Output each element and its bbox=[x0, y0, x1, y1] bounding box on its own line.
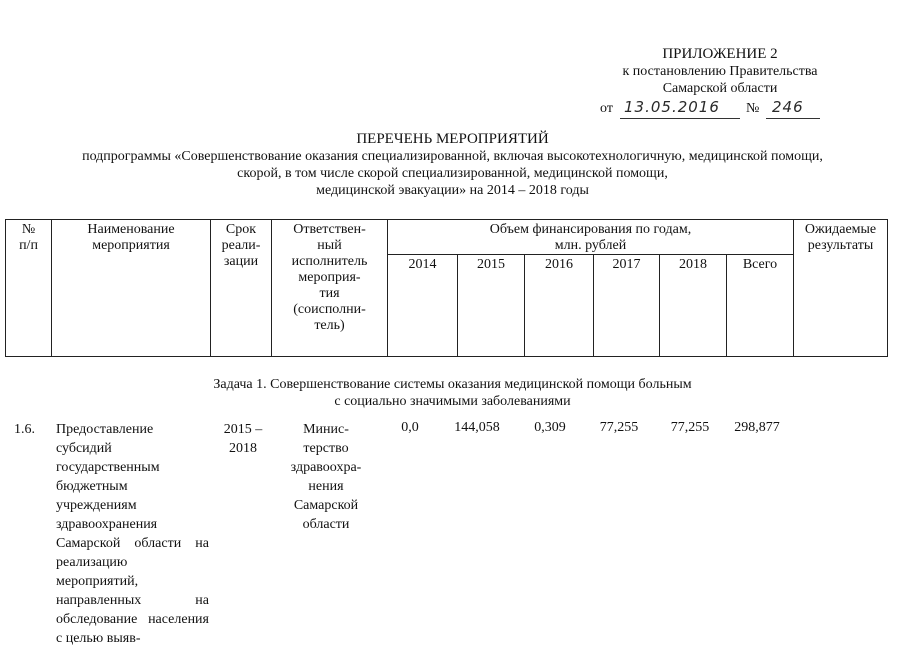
heading-title: ПЕРЕЧЕНЬ МЕРОПРИЯТИЙ bbox=[356, 131, 549, 147]
header-event-name bbox=[52, 222, 210, 254]
header-financing-line-2: млн. рублей bbox=[554, 238, 627, 253]
table-border-right bbox=[887, 219, 888, 357]
value-2018: 77,255 bbox=[670, 420, 710, 435]
header-number bbox=[6, 222, 51, 254]
header-executor-line-2: ный bbox=[317, 238, 342, 253]
header-executor-line-7: тель) bbox=[314, 318, 345, 333]
header-year-2017: 2017 bbox=[612, 257, 641, 272]
task-heading bbox=[0, 376, 905, 410]
value-2017: 77,255 bbox=[599, 420, 639, 435]
heading-line-1: подпрограммы «Совершенствование оказания специализированной, включая высокотехнологичную, медицинской помощи, bbox=[82, 149, 823, 164]
date-underline bbox=[620, 118, 740, 119]
row-executor-line-3: здравоохра- bbox=[290, 460, 362, 475]
number-prefix: № bbox=[746, 101, 760, 116]
appendix-line-2: Самарской области bbox=[662, 81, 778, 96]
header-financing-line-1: Объем финансирования по годам, bbox=[489, 222, 692, 237]
header-executor-line-3: исполнитель bbox=[291, 254, 368, 269]
row-term bbox=[215, 420, 271, 458]
header-event-name-line-2: мероприятия bbox=[92, 238, 170, 253]
row-term-line-1: 2015 – bbox=[223, 422, 263, 437]
value-2014: 0,0 bbox=[401, 420, 419, 435]
row-executor bbox=[278, 420, 374, 534]
value-2016: 0,309 bbox=[534, 420, 566, 435]
header-term-line-3: зации bbox=[223, 254, 259, 269]
header-number-line-2: п/п bbox=[19, 238, 38, 253]
header-executor-line-1: Ответствен- bbox=[293, 222, 366, 237]
header-executor-line-4: мероприя- bbox=[298, 270, 361, 285]
header-executor-line-6: (соисполни- bbox=[293, 302, 366, 317]
row-executor-line-4: нения bbox=[308, 479, 344, 494]
header-expected-results bbox=[794, 222, 887, 254]
row-executor-line-5: Самарской bbox=[293, 498, 359, 513]
header-executor-line-5: тия bbox=[319, 286, 340, 301]
appendix-line-1: к постановлению Правительства bbox=[622, 64, 818, 79]
row-event-name: Предоставление субсидий государственным бюджетным учреждениям здравоохранения Самарской области на реализацию мероприятий, направленных на обследование населения с целью выяв- bbox=[56, 422, 209, 646]
heading-line-3: медицинской эвакуации» на 2014 – 2018 годы bbox=[316, 183, 589, 198]
header-expected-results-line-1: Ожидаемые bbox=[804, 222, 877, 237]
header-year-2016: 2016 bbox=[545, 257, 573, 272]
header-term-line-2: реали- bbox=[221, 238, 261, 253]
header-year-2014: 2014 bbox=[408, 257, 437, 272]
header-event-name-line-1: Наименование bbox=[87, 222, 175, 237]
appendix-title: ПРИЛОЖЕНИЕ 2 bbox=[662, 46, 778, 62]
task-line-1: Задача 1. Совершенствование системы оказания медицинской помощи больным bbox=[213, 377, 692, 392]
number-underline bbox=[766, 118, 820, 119]
resolution-number: 246 bbox=[772, 98, 804, 116]
table-header bbox=[5, 219, 888, 357]
header-executor bbox=[272, 222, 387, 334]
row-number: 1.6. bbox=[14, 422, 35, 437]
row-term-line-2: 2018 bbox=[229, 441, 257, 456]
header-term bbox=[211, 222, 271, 270]
row-executor-line-6: области bbox=[302, 517, 350, 532]
header-expected-results-line-2: результаты bbox=[807, 238, 874, 253]
row-executor-line-2: терство bbox=[303, 441, 349, 456]
appendix-block bbox=[560, 46, 880, 97]
header-total: Всего bbox=[742, 257, 778, 272]
value-2015: 144,058 bbox=[454, 420, 500, 435]
resolution-date-number bbox=[600, 98, 900, 121]
task-line-2: с социально значимыми заболеваниями bbox=[334, 394, 571, 409]
finance-subheader-line bbox=[387, 254, 793, 255]
table-top-border bbox=[5, 219, 888, 220]
document-heading bbox=[0, 131, 905, 199]
header-financing bbox=[388, 222, 793, 254]
heading-line-2: скорой, в том числе скорой специализированной, медицинской помощи, bbox=[237, 166, 668, 181]
header-term-line-1: Срок bbox=[225, 222, 257, 237]
date-prefix: от bbox=[600, 101, 613, 116]
header-year-2015: 2015 bbox=[477, 257, 505, 272]
table-bottom-border bbox=[5, 356, 888, 357]
header-year-2018: 2018 bbox=[679, 257, 707, 272]
row-executor-line-1: Минис- bbox=[303, 422, 349, 437]
header-number-line-1: № bbox=[21, 222, 36, 237]
value-total: 298,877 bbox=[734, 420, 780, 435]
resolution-date: 13.05.2016 bbox=[624, 98, 720, 116]
